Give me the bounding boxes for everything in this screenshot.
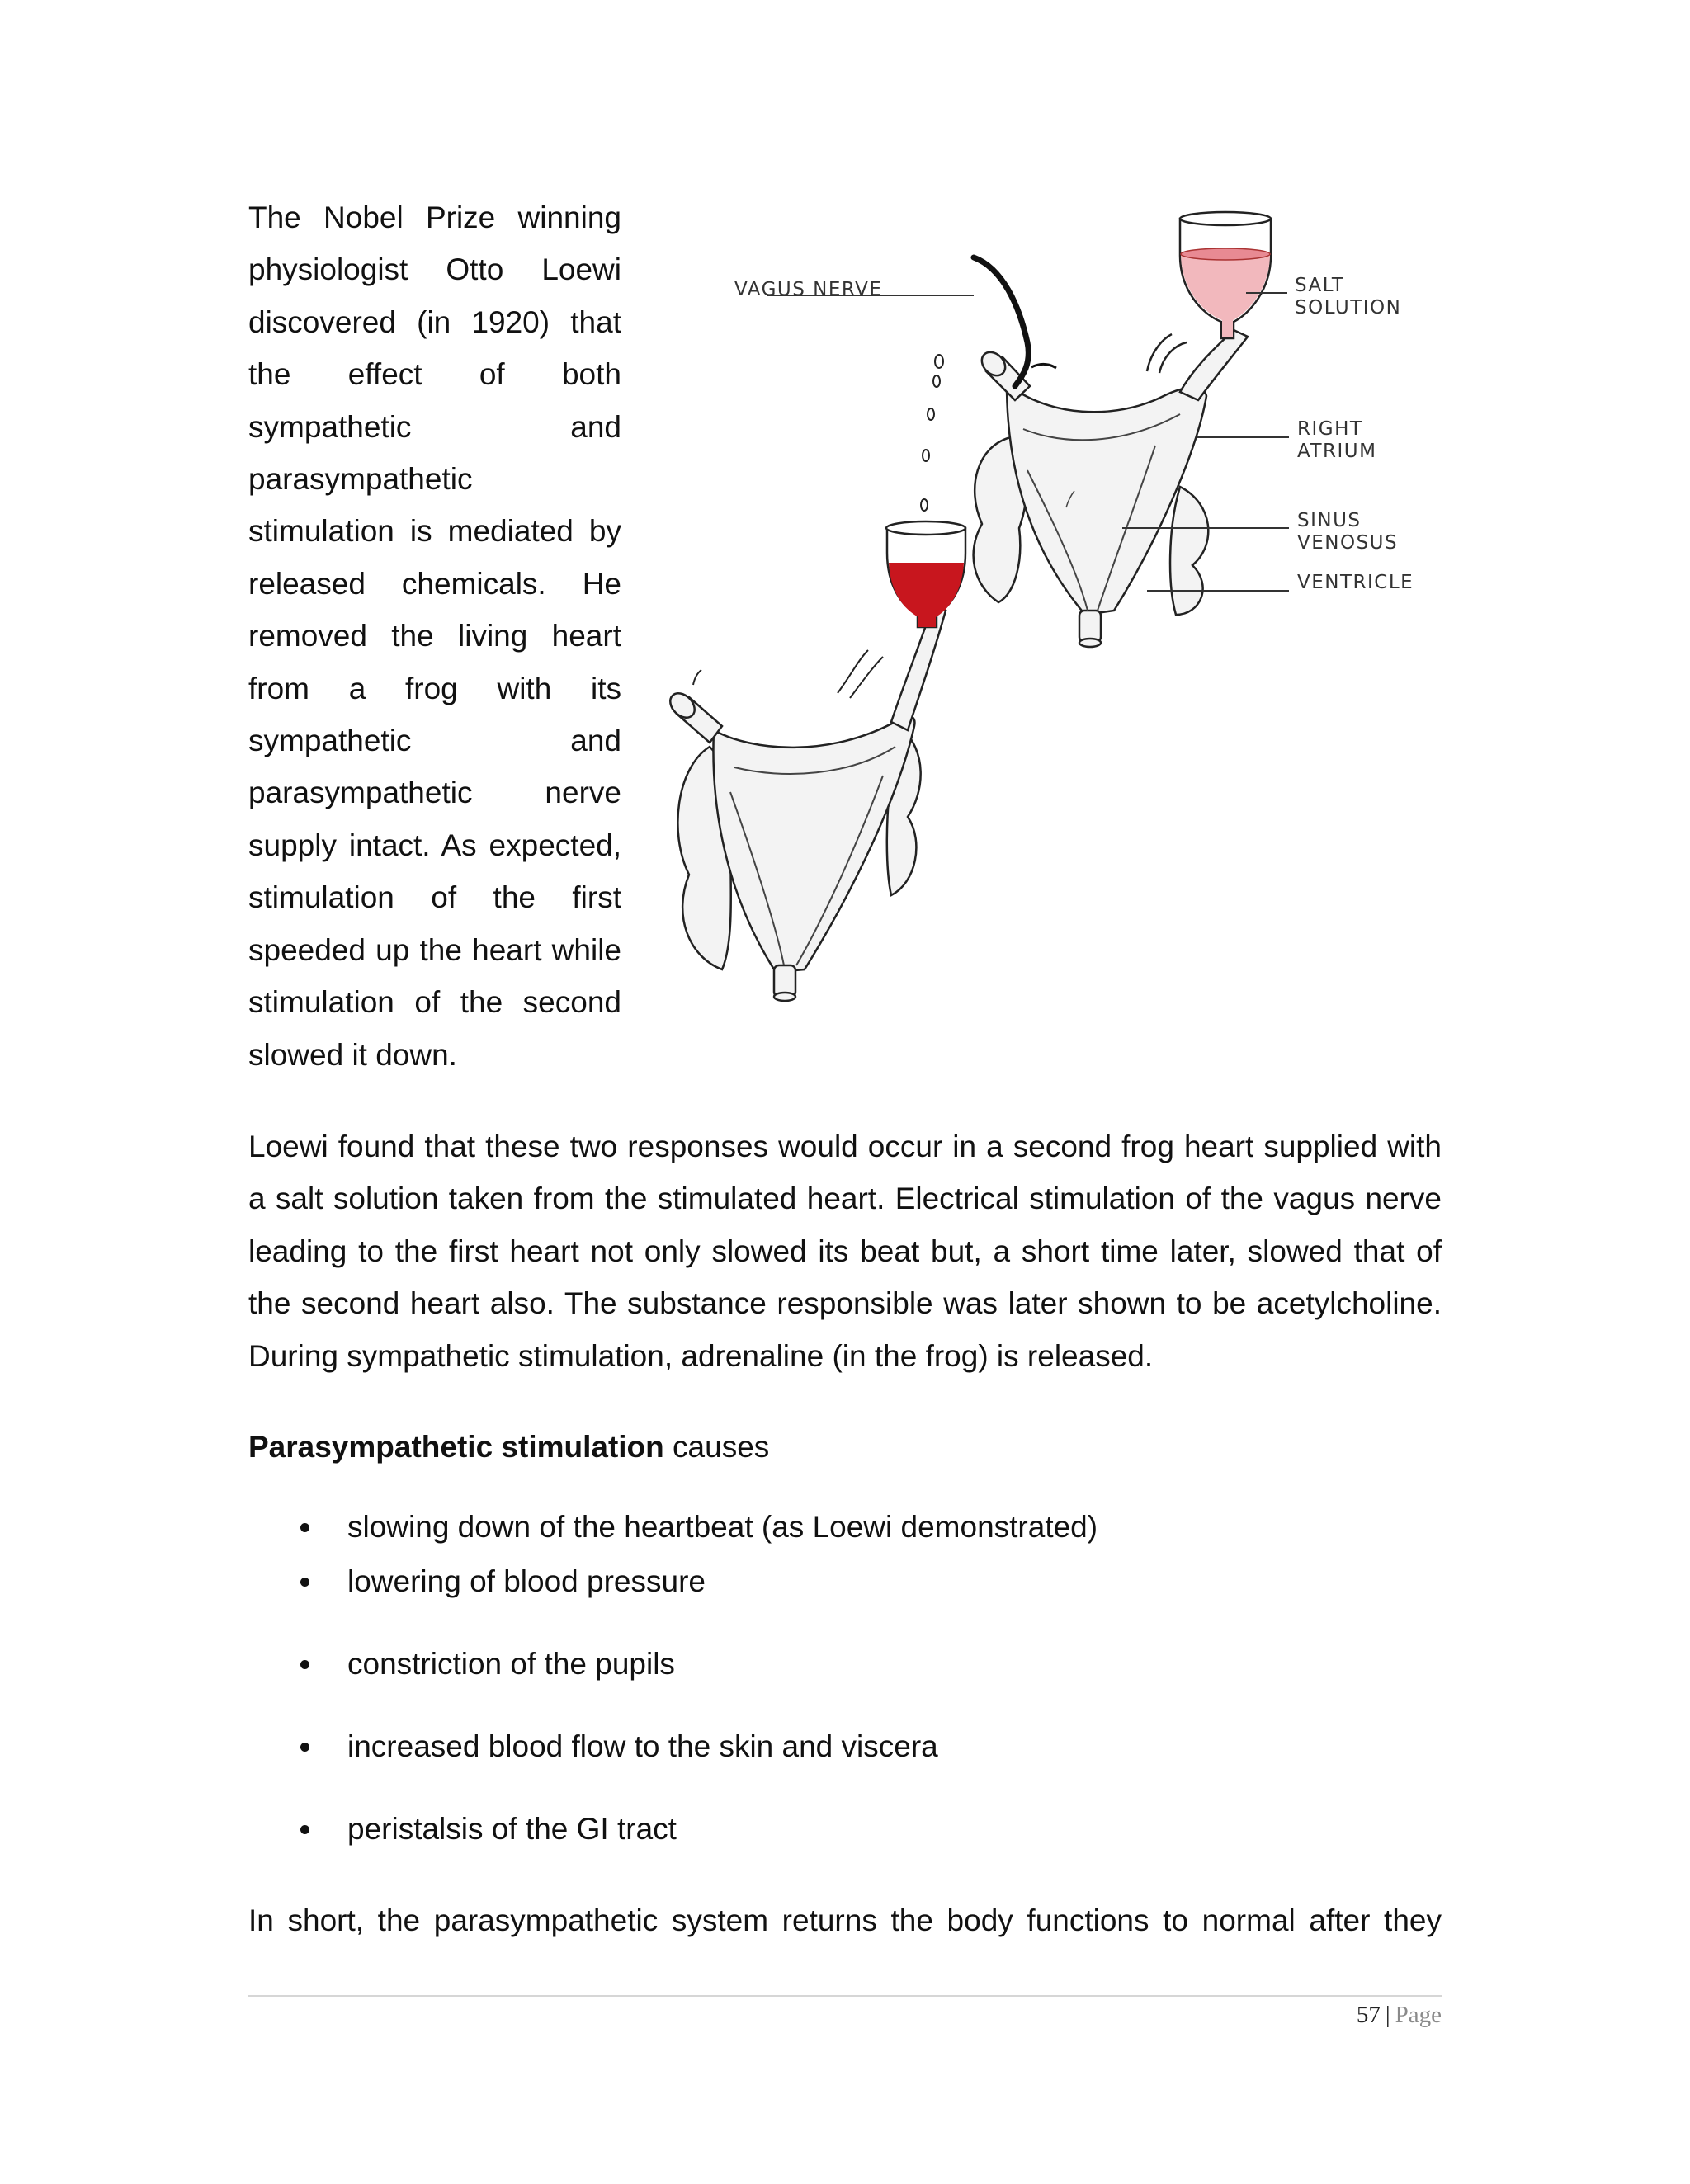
salt-solution-funnel [1180,212,1271,338]
label-ventricle: VENTRICLE [1297,572,1414,593]
page-label: Page [1395,2002,1442,2028]
parasympathetic-heading [248,1424,769,1470]
document-page: The Nobel Prize winning physiologist Otto Loewi discovered (in 1920) that the effect of both sympathetic and parasympathetic stimulation is mediated by released chemicals. He removed the living heart from a frog with its sympathetic and parasympathetic nerve supply intact. As expected, stimulation of the first speeded up the heart while stimulation of the second slowed it down. VAGUS NERVE SALT SOLUTION RIGHT ATRIUM SINUS VENOSUS VENTRICLE Loewi found that these two responses would occur in a second frog heart supplied with a salt solution taken from the stimulated heart. Electrical stimulation of the vagus nerve leading to the first heart not only slowed its beat but, a short time later, slowed that of the second heart also. The substance responsible was later shown to be acetylcholine. During sympathetic stimulation, adrenaline (in the frog) is released. Parasympathetic stimulation causes slowing down of the heartbeat (as Loewi demonstrated) lowering of blood pressure constriction of the pupils increased blood flow to the skin and viscera peristalsis of the GI tract In short, the parasympathetic system returns the body functions to normal after they 57 | Page [0,0,1690,2184]
page-number: 57 [1356,2002,1381,2028]
frog-heart-diagram [652,198,1428,1007]
recipient-funnel [886,521,965,627]
salt-solution-fill [1181,254,1270,337]
parasympathetic-heading-bold: Parasympathetic stimulation [248,1430,664,1464]
loewi-frog-heart-figure [652,198,1428,1007]
label-vagus-nerve: VAGUS NERVE [734,279,883,300]
label-venosus: VENOSUS [1297,532,1399,554]
label-right: RIGHT [1297,418,1363,440]
label-salt: SALT [1295,275,1345,296]
label-sinus: SINUS [1297,510,1362,531]
bullet-icon [300,1743,309,1752]
bullet-icon [300,1578,309,1587]
droplets [921,355,943,511]
footer-divider [248,1995,1442,1997]
bullet-icon [300,1523,309,1532]
label-atrium: ATRIUM [1297,441,1377,462]
footer-separator: | [1385,2002,1390,2028]
page-footer [1357,1998,1442,2031]
recipient-heart [665,606,946,1001]
parasympathetic-heading-rest: causes [663,1430,770,1464]
closing-paragraph: In short, the parasympathetic system returns the body functions to normal after they [248,1903,1442,1937]
label-solution: SOLUTION [1295,297,1402,318]
loewi-paragraph: Loewi found that these two responses would occur in a second frog heart supplied with a salt solution taken from the stimulated heart. Electrical stimulation of the vagus nerve leading to the first heart not only slowed its beat but, a short time later, slowed that of the second heart also. The substance responsible was later shown to be acetylcholine. During sympathetic stimulation, adrenaline (in the frog) is released. [248,1130,1442,1373]
recipient-fluid-fill [889,563,964,627]
bullet-icon [300,1660,309,1669]
intro-paragraph: The Nobel Prize winning physiologist Otto Loewi discovered (in 1920) that the effect of both sympathetic and parasympathetic stimulation is mediated by released chemicals. He removed the living heart from a frog with its sympathetic and parasympathetic nerve supply intact. As expected, stimulation of the first speeded up the heart while stimulation of the second slowed it down. [248,200,621,1072]
bullet-icon [300,1825,309,1834]
donor-heart [974,330,1248,647]
